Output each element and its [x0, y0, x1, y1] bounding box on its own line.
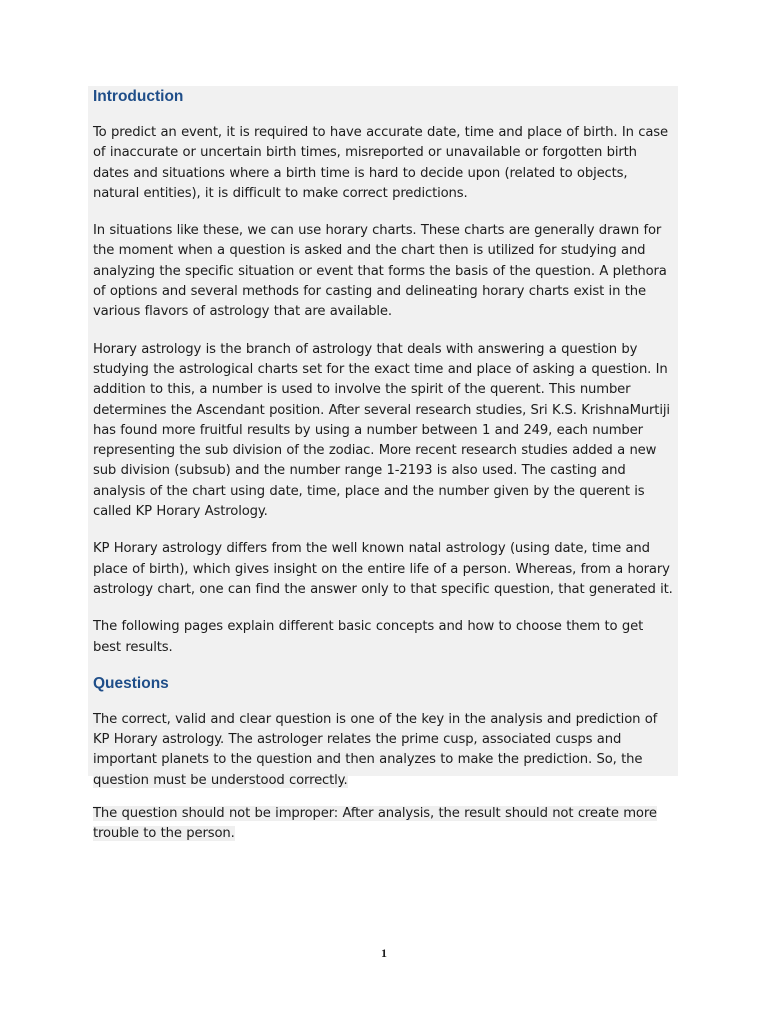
- intro-paragraph-4: KP Horary astrology differs from the well known natal astrology (using date, time and place of birth), which gives insight on the entire life of a person. Whereas, from a horary astrology chart, one can find the answer only to that specific question, that generated it.: [93, 541, 673, 597]
- questions-paragraph-1-text: The correct, valid and clear question is one of the key in the analysis and prediction of KP Horary astrology. The astrologer relates the prime cusp, associated cusps and important planets to the question and then analyzes to make the prediction. So, the question must be understood correctly.: [93, 711, 658, 788]
- questions-paragraph-1: [93, 710, 675, 791]
- questions-heading: Questions: [93, 674, 169, 692]
- intro-paragraph-2: In situations like these, we can use horary charts. These charts are generally drawn for the moment when a question is asked and the chart then is utilized for studying and analyzing the specific situation or event that forms the basis of the question. A plethora of options and several methods for casting and delineating horary charts exist in the various flavors of astrology that are available.: [93, 223, 667, 320]
- intro-paragraph-1: To predict an event, it is required to have accurate date, time and place of birth. In case of inaccurate or uncertain birth times, misreported or unavailable or forgotten birth dates and situations where a birth time is hard to decide upon (related to objects, natural entities), it is difficult to make correct predictions.: [93, 125, 668, 201]
- questions-paragraph-2: [93, 804, 675, 845]
- page-content: [93, 86, 675, 845]
- page-number: 1: [381, 946, 387, 960]
- intro-paragraph-5: The following pages explain different basic concepts and how to choose them to get best results.: [93, 619, 644, 655]
- intro-paragraph-3: Horary astrology is the branch of astrology that deals with answering a question by studying the astrological charts set for the exact time and place of asking a question. In addition to this, a number is used to involve the spirit of the querent. This number determines the Ascendant position. After several research studies, Sri K.S. KrishnaMurtiji has found more fruitful results by using a number between 1 and 249, each number representing the sub division of the zodiac. More recent research studies added a new sub division (subsub) and the number range 1-2193 is also used. The casting and analysis of the chart using date, time, place and the number given by the querent is called KP Horary Astrology.: [93, 341, 670, 520]
- introduction-heading: Introduction: [93, 88, 184, 105]
- questions-paragraph-2-text: The question should not be improper: After analysis, the result should not create more trouble to the person.: [93, 806, 657, 842]
